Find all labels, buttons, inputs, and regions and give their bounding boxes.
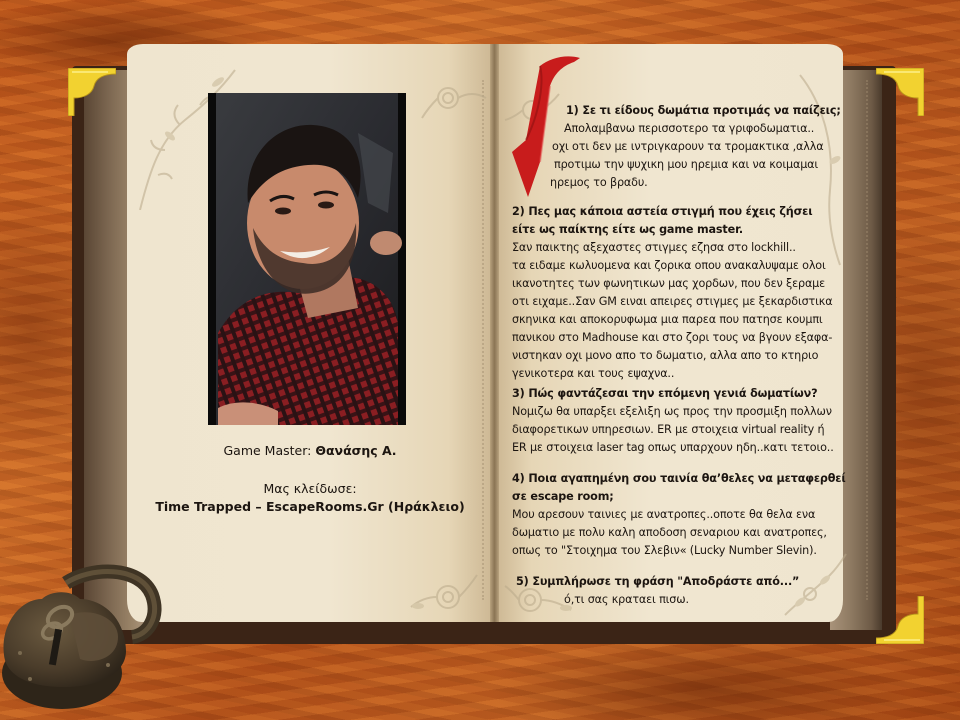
answer-2-line: σκηνικα και αποκορυφωμα μια παρεα που πατησε κουμπι bbox=[512, 313, 823, 326]
answer-3-line: Νομιζω θα υπαρξει εξελιξη ως προς την προσμιξη πολλων bbox=[512, 405, 832, 418]
question-5: 5) Συμπλήρωσε τη φράση "Αποδράστε από...” bbox=[516, 575, 800, 588]
right-page-margin bbox=[866, 80, 868, 600]
answer-3-line: ER με στοιχεια laser tag οπως υπαρχουν ηδη..κατι τετοιο.. bbox=[512, 441, 834, 454]
answer-1-line: Απολαμβανω περισσοτερο τα γριφοδωματια.. bbox=[564, 122, 815, 135]
answer-2-line: γενικοτερα και τους εψαχνα.. bbox=[512, 367, 675, 380]
answer-4-line: Μου αρεσουν ταινιες με ανατροπες..οποτε θα θελα ενα bbox=[512, 508, 816, 521]
left-page-margin bbox=[482, 80, 484, 600]
answer-1 bbox=[550, 120, 824, 192]
answer-3-line: διαφορετικων υπηρεσιων. ER με στοιχεια virtual reality ή bbox=[512, 423, 825, 436]
answer-2-line: Σαν παικτης αξεχαστες στιγμες εζησα στο lockhill.. bbox=[512, 241, 796, 254]
game-master-label: Game Master: bbox=[223, 443, 316, 458]
answer-1-line: ηρεμος το βραδυ. bbox=[550, 176, 648, 189]
gold-corner-top-left bbox=[68, 68, 116, 116]
answer-2-line: νιστηκαν οχι μονο απο το δωματιο, αλλα απο το κτηριο bbox=[512, 349, 819, 362]
question-4: σε escape room; bbox=[512, 490, 614, 503]
flourish-spine-top-left-icon bbox=[420, 76, 490, 126]
book-spine bbox=[490, 44, 499, 622]
flourish-bottom-left-icon bbox=[408, 572, 488, 617]
answer-4-line: δωματιο με πολυ καλη αποδοση σεναριου και ανατροπες, bbox=[512, 526, 827, 539]
qa-item-3 bbox=[512, 385, 834, 457]
qa-item-2 bbox=[512, 203, 832, 383]
question-1: 1) Σε τι είδους δωμάτια προτιμάς να παίζεις; bbox=[566, 104, 841, 117]
question-4: 4) Ποια αγαπημένη σου ταινία θα’θελες να μεταφερθεί bbox=[512, 472, 846, 485]
padlock-key-icon bbox=[0, 555, 170, 715]
gold-corner-top-right bbox=[876, 68, 924, 116]
question-3: 3) Πώς φαντάζεσαι την επόμενη γενιά δωματίων? bbox=[512, 387, 818, 400]
portrait-image bbox=[208, 93, 406, 425]
answer-1-line: οχι οτι δεν με ιντριγκαρουν τα τρομακτικα ,αλλα bbox=[552, 140, 824, 153]
answer-4-line: οπως το "Στοιχημα του Σλεβιν« (Lucky Number Slevin). bbox=[512, 544, 817, 557]
bookmark-ribbon-icon bbox=[504, 52, 584, 197]
answer-1-line: προτιμω την ψυχικη μου ηρεμια και να κοιμαμαι bbox=[554, 158, 819, 171]
qa-item-4 bbox=[512, 470, 846, 560]
question-2: είτε ως παίκτης είτε ως game master. bbox=[512, 223, 743, 236]
game-master-caption bbox=[140, 443, 480, 458]
answer-2-line: τα ειδαμε κωλυομενα και ζορικα οπου ανακαλυψαμε ολοι bbox=[512, 259, 826, 272]
locked-by-label: Μας κλείδωσε: bbox=[263, 481, 357, 496]
qa-item-5 bbox=[516, 573, 799, 609]
locked-by-room: Time Trapped – EscapeRooms.Gr (Ηράκλειο) bbox=[155, 499, 465, 514]
question-2: 2) Πες μας κάποια αστεία στιγμή που έχεις ζήσει bbox=[512, 205, 813, 218]
gold-corner-bottom-right bbox=[876, 596, 924, 644]
answer-2-line: πανικου στο Madhouse και στο ζορι τους να βγουν εξαφα- bbox=[512, 331, 833, 344]
game-master-photo bbox=[208, 93, 406, 425]
game-master-name: Θανάσης Α. bbox=[315, 443, 397, 458]
answer-2-line: οτι ειχαμε..Σαν GM ειναι απειρες στιγμες με ξεκαρδιστικα bbox=[512, 295, 833, 308]
answer-5-line: ό,τι σας κραταει πισω. bbox=[564, 593, 689, 606]
qa-item-1 bbox=[566, 102, 841, 120]
answer-2-line: ικανοτητες των φωνητικων μας χορδων, που δεν ξεραμε bbox=[512, 277, 826, 290]
